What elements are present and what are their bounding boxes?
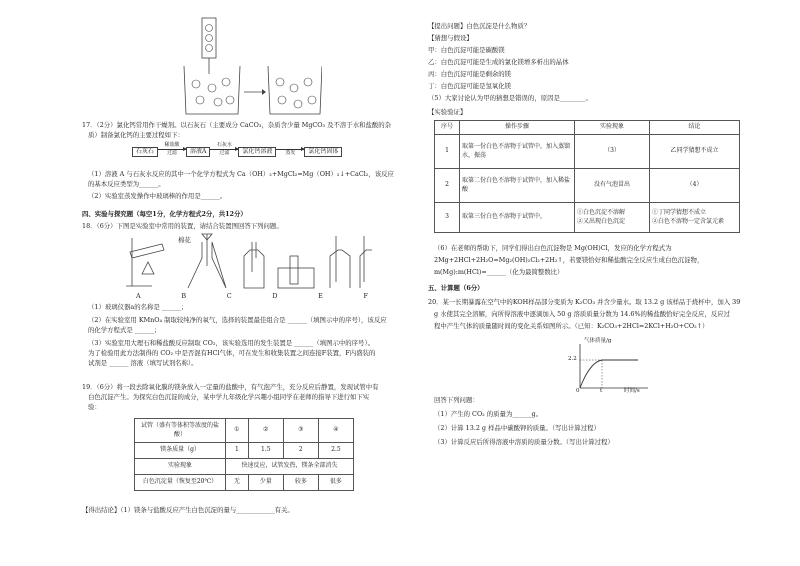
table-cell: 无 [226, 475, 249, 491]
q20-line3: 程中产生气体的质量随时间的变化关系如图所示。（已知：K₂CO₃+2HCl=2KCl+H₂O+CO₂↑） [434, 322, 709, 330]
table-cell: ①白色沉淀不溶解 ②又出现白色沉淀 [575, 203, 650, 233]
guess-item: 丙：白色沉淀可能是剩余的镁 [428, 70, 512, 78]
apparatus-label-d: D [272, 292, 278, 300]
wrong-guess-question: （5）大家讨论认为甲的猜想是错误的，原因是________。 [428, 94, 592, 102]
section-4-title: 四、实验与探究题（每空1分，化学方程式2分，共12分） [82, 210, 247, 218]
table-cell: ① [226, 419, 249, 443]
table-cell: 较多 [283, 475, 318, 491]
table-cell: 2 [435, 169, 460, 203]
q18-part3c: 试剂是 ______ 溶液（填写试剂名称）。 [88, 359, 198, 367]
flow-arrow-2-top: 石灰水 [216, 142, 232, 149]
q19-conclusion: 【得出结论】（1）镁条与盐酸反应产生白色沉淀的量与____________有关。 [82, 506, 294, 514]
flow-arrow-2-bottom: 过滤 [219, 150, 230, 156]
table-cell: （3） [575, 135, 650, 169]
flow-arrow-1-top: 稀盐酸 [164, 142, 180, 149]
apparatus-labels [122, 292, 382, 301]
q19-stem-b: 白色沉淀产生。为探究白色沉淀的成分，某中学九年级化学兴趣小组同学在老师的指导下进行如下实 [88, 393, 370, 401]
apparatus-label-b: B [181, 292, 187, 300]
table-cell: 取第一份白色不溶物于试管中，加入蒸馏水，振荡 [460, 135, 575, 169]
table-row [135, 443, 354, 459]
q6-line2: 2Mg+2HCl+2H₂O=Mg₂(OH)₂Cl₂+2H₂↑，若要镁恰好和稀盐酸完全反应生成白色沉淀物， [434, 256, 704, 264]
table-cell: 取第三份白色不溶物于试管中， [460, 203, 575, 233]
q17-part1: （1）溶液 A 与石灰水反应的其中一个化学方程式为 Ca（OH）₂+MgCl₂=Mg（OH）₂↓+CaCl₂，该反应 [88, 170, 394, 178]
table-header: 实验现象 [575, 121, 650, 135]
table-cell: 1 [435, 135, 460, 169]
table-cell: 1.5 [248, 443, 283, 459]
table-header: 序号 [435, 121, 460, 135]
table-cell: 少量 [248, 475, 283, 491]
gas-mass-graph [568, 338, 658, 394]
q19-stem-c: 验： [88, 403, 101, 411]
q18-stem: 18．（6分）下图是实验室中常用的装置，请结合装置图回答下列问题。 [82, 222, 283, 230]
apparatus-label-e: E [318, 292, 323, 300]
table-cell: 乙同学猜想不成立 [650, 135, 740, 169]
table-cell: ② [248, 419, 283, 443]
q18-part2b: 的化学方程式是 ______； [88, 326, 161, 334]
q18-part3b: 为了检验用此方法制得的 CO₂ 中是否混有HCl气体，可在发生和收集装置之间连接F装置，F内盛装的 [88, 349, 376, 357]
flow-box-cacl2-solution: 氯化钙溶液 [238, 147, 276, 157]
graph-x-label: 时间/s [624, 388, 640, 394]
flow-box-limestone: 石灰石 [132, 147, 158, 157]
answer-prompt: 回答下列问题： [434, 396, 479, 404]
apparatus-label-f: F [363, 292, 368, 300]
table-header: 操作步骤 [460, 121, 575, 135]
table-cell: 3 [435, 203, 460, 233]
flow-arrow-3-bottom: 蒸发 [285, 150, 296, 156]
guess-item: 甲：白色沉淀可能是碳酸镁 [428, 46, 505, 54]
table-row [435, 169, 740, 203]
ion-reaction-diagram [182, 16, 322, 116]
q17-line2: 质）制备氯化钙的主要过程如下： [88, 131, 184, 139]
q6-line3: m(Mg):m(HCl)=______（化为最简整数比） [434, 268, 564, 276]
ion-cl-1 [206, 25, 213, 32]
verify-table [434, 120, 740, 233]
graph-y-value: 2.2 [568, 356, 577, 362]
table-row [435, 121, 740, 135]
table-cell: 1 [226, 443, 249, 459]
table-header: 结论 [650, 121, 740, 135]
table-cell: 实验现象 [135, 459, 226, 475]
table-cell: ③ [283, 419, 318, 443]
table-cell: 没有气泡冒出 [575, 169, 650, 203]
table-cell: ①丁同学猜想不成立 ②白色不溶物一定含氯元素 [650, 203, 740, 233]
table-row [135, 475, 354, 491]
flow-arrow-1-bottom: 过滤 [167, 150, 178, 156]
graph-origin: 0 [576, 388, 580, 394]
q17-line1: 17．（2分）氯化钙常用作干燥剂。以石灰石（主要成分 CaCO₃，杂质含少量 MgCO₃ 及不溶于水和盐酸的杂 [82, 121, 392, 129]
table-cell: 镁条质量（g） [135, 443, 226, 459]
graph-x-t: t [600, 388, 603, 394]
table-row [135, 419, 354, 443]
guess-item: 丁：白色沉淀可能是氢氧化镁 [428, 82, 512, 90]
flow-arrow-1 [158, 142, 186, 157]
q20-part1: （1）产生的 CO₂ 的质量为______g。 [434, 410, 542, 418]
flow-box-cacl2-solid: 氯化钙固体 [304, 147, 342, 157]
q19-stem: 19．（6分）将一段去除氧化膜的镁条放入一定量的盐酸中，有气泡产生，充分反应后静置，发现试管中有 [82, 383, 379, 391]
guess-title: 【猜想与假设】 [428, 34, 473, 42]
apparatus-label-a: A [136, 292, 141, 300]
table-cell: 很多 [318, 475, 353, 491]
apparatus-label-c: C [226, 292, 232, 300]
q18-part3: （3）实验室用大理石和稀盐酸反应制取 CO₂，该实验选用的发生装置是 ______（填图示中的序号）。 [88, 339, 375, 347]
table-cell: 试管（盛有等体积等浓度的盐酸） [135, 419, 226, 443]
process-flow [132, 141, 342, 157]
flow-arrow-3 [276, 141, 304, 157]
guess-item: 乙：白色沉淀可能是生成的氯化镁增多析出的晶体 [428, 58, 569, 66]
cotton-label: 棉花 [178, 236, 191, 244]
table-row [435, 203, 740, 233]
q20-part2: （2）计算 13.2 g 样品中碳酸钾的质量。（写出计算过程） [434, 424, 600, 432]
graph-y-label: 气体质量/g [584, 338, 612, 344]
table-cell: 2.5 [318, 443, 353, 459]
flow-arrow-2 [210, 142, 238, 157]
section-5-title: 五、计算题（6分） [428, 284, 484, 292]
table-row [435, 135, 740, 169]
q6-line1: （6）在老师的帮助下，同学们得出白色沉淀物是 Mg(OH)Cl，发应的化学方程式为 [434, 244, 672, 252]
table-cell: （4） [650, 169, 740, 203]
q17-part1b: 的基本反应类型为______。 [88, 180, 165, 188]
q18-part2: （2）在实验室用 KMnO₄ 制取较纯净的氧气，选择的装置最佳组合是 ______（填图示中的序号），该反应 [88, 316, 387, 324]
raise-question: 【提出问题】白色沉淀是什么物质？ [428, 22, 531, 30]
table-cell: ④ [318, 419, 353, 443]
q17-part2: （2）实验室蒸发操作中玻璃棒的作用是______。 [88, 192, 227, 200]
q18-part1: （1）玻璃仪器a的名称是 ______； [88, 303, 188, 311]
flow-box-solution-a: 溶液A [186, 147, 210, 157]
lab-apparatus-diagram [122, 232, 372, 296]
verify-title: 【实验验证】 [428, 108, 467, 116]
table-cell: 2 [283, 443, 318, 459]
q20-line1: 20．某一长期暴露在空气中的KOH样品部分变质为 K₂CO₃ 并含少量水。取 13.2 g 该样品于烧杯中，加入 39 [428, 298, 741, 306]
q20-line2: g 水使其完全溶解，向所得溶液中逐滴加入 50 g 溶质质量分数为 14.6%的稀盐酸恰好完全反应，反应过 [434, 310, 731, 318]
table-cell: 取第二份白色不溶物于试管中，加入稀盐酸 [460, 169, 575, 203]
table-cell: 白色沉淀量（恢复至20℃） [135, 475, 226, 491]
q20-part3: （3）计算反应后所得溶液中溶质的质量分数。（写出计算过程） [434, 438, 614, 446]
table-row [135, 459, 354, 475]
table-cell: 快速反应，试管发热，镁条全部消失 [226, 459, 354, 475]
q19-data-table [134, 418, 354, 491]
